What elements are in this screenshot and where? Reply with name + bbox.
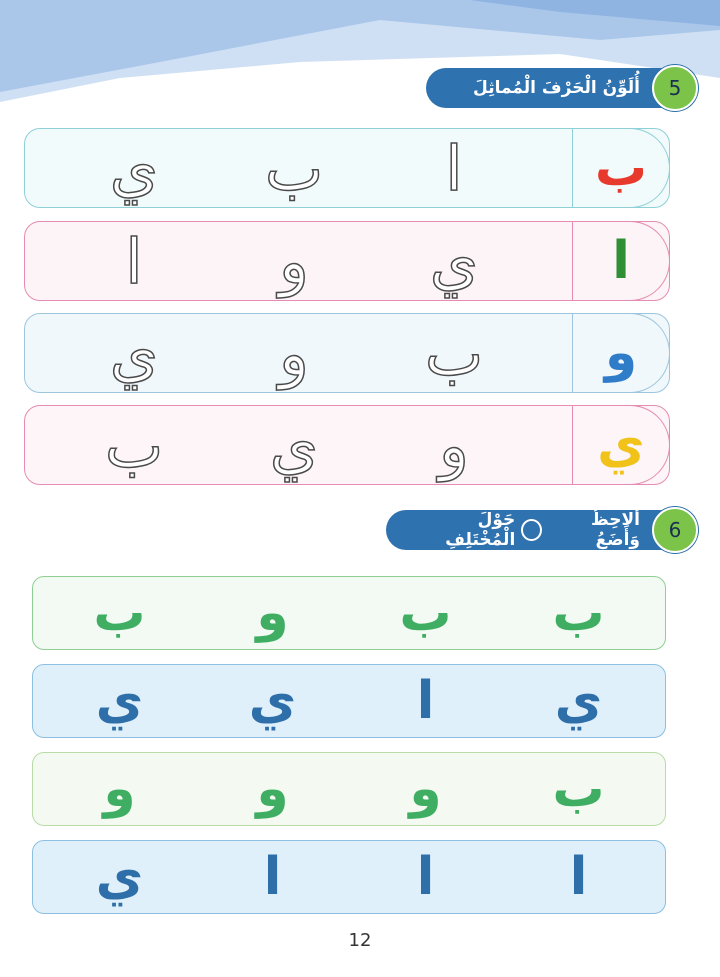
letter[interactable]: ب bbox=[93, 583, 146, 643]
odd-one-out-row-1 bbox=[32, 576, 666, 650]
letter[interactable]: ي bbox=[248, 671, 297, 731]
exercise-5-header bbox=[426, 66, 698, 110]
letter[interactable]: ي bbox=[95, 847, 144, 907]
outline-letter[interactable]: و bbox=[279, 316, 309, 390]
outline-letter[interactable]: ي bbox=[109, 316, 159, 390]
outline-letter[interactable]: ب bbox=[104, 408, 164, 482]
outline-letter[interactable]: ب bbox=[264, 131, 324, 205]
letter[interactable]: ا bbox=[263, 847, 282, 907]
outline-letter[interactable]: ا bbox=[125, 224, 143, 298]
letter[interactable]: ب bbox=[399, 583, 452, 643]
outline-letter[interactable]: ي bbox=[429, 224, 479, 298]
outline-letter[interactable]: و bbox=[439, 408, 469, 482]
letter[interactable]: ب bbox=[552, 583, 605, 643]
color-row-3 bbox=[24, 313, 670, 393]
letter[interactable]: ب bbox=[552, 759, 605, 819]
letter[interactable]: و bbox=[256, 759, 289, 819]
outline-letter[interactable]: و bbox=[279, 224, 309, 298]
letter[interactable]: و bbox=[103, 759, 136, 819]
outline-letter[interactable]: ا bbox=[445, 131, 463, 205]
circle-icon bbox=[521, 519, 542, 541]
letter[interactable]: ا bbox=[416, 671, 435, 731]
exercise-6-number-badge: 6 bbox=[652, 507, 698, 553]
target-letter: و bbox=[572, 313, 670, 393]
outline-letter[interactable]: ي bbox=[269, 408, 319, 482]
target-letter: ب bbox=[572, 128, 670, 208]
letter[interactable]: و bbox=[409, 759, 442, 819]
outline-letter[interactable]: ي bbox=[109, 131, 159, 205]
exercise-5-instruction: أُلَوِّنُ الْحَرْفَ الْمُماثِلَ bbox=[426, 68, 674, 108]
letter[interactable]: ي bbox=[95, 671, 144, 731]
color-row-1 bbox=[24, 128, 670, 208]
instruction-part-2: حَوْلَ الْمُخْتَلِفِ bbox=[445, 510, 516, 550]
color-row-2 bbox=[24, 221, 670, 301]
exercise-6-instruction bbox=[386, 510, 674, 550]
odd-one-out-row-3 bbox=[32, 752, 666, 826]
target-letter: ا bbox=[572, 221, 670, 301]
exercise-6-header bbox=[386, 508, 698, 552]
odd-one-out-row-2 bbox=[32, 664, 666, 738]
letter[interactable]: ا bbox=[569, 847, 588, 907]
page-number: 12 bbox=[348, 930, 372, 951]
letter[interactable]: و bbox=[256, 583, 289, 643]
odd-one-out-row-4 bbox=[32, 840, 666, 914]
target-letter: ي bbox=[572, 405, 670, 485]
letter[interactable]: ي bbox=[554, 671, 603, 731]
letter[interactable]: ا bbox=[416, 847, 435, 907]
color-row-4 bbox=[24, 405, 670, 485]
exercise-5-number-badge: 5 bbox=[652, 65, 698, 111]
outline-letter[interactable]: ب bbox=[424, 316, 484, 390]
instruction-part-1: أُلاحِظُ وَأَضَعُ bbox=[591, 510, 640, 550]
